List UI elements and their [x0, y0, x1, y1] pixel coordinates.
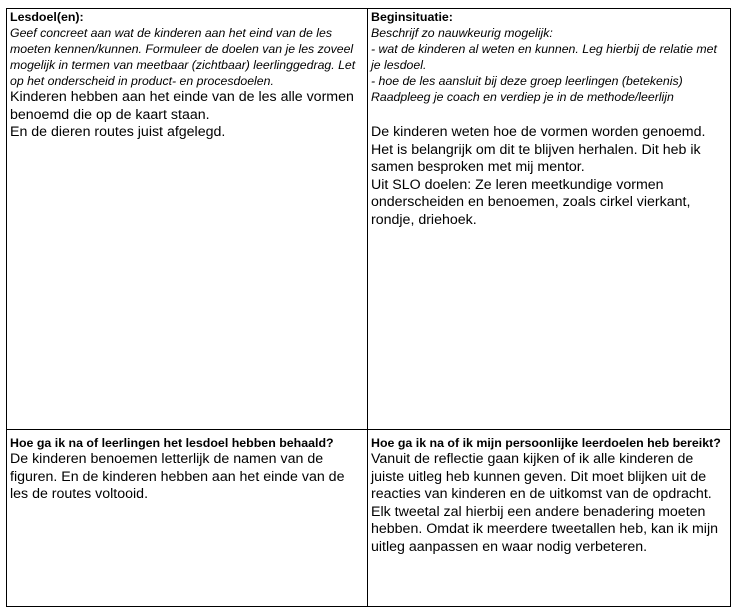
lesson-plan-table	[6, 8, 731, 607]
nagaan-persoonlijk-heading: Hoe ga ik na of ik mijn persoonlijke leerdoelen heb bereikt?	[371, 436, 721, 450]
nagaan-leerlingen-body: De kinderen benoemen letterlijk de namen van de figuren. En de kinderen hebben aan het einde van de les de routes voltooid.	[10, 451, 345, 502]
lesdoel-body	[10, 89, 364, 142]
lesdoel-cell	[7, 9, 367, 142]
beginsituatie-body-paragraph: De kinderen weten hoe de vormen worden genoemd. Het is belangrijk om dit te blijven herhalen. Dit heb ik samen besproken met mij mentor.	[371, 124, 706, 175]
beginsituatie-instruction	[371, 25, 727, 105]
beginsituatie-instruction-line: Raadpleeg je coach en verdiep je in de methode/leerlijn	[371, 90, 674, 104]
beginsituatie-body-paragraph: Uit SLO doelen: Ze leren meetkundige vormen onderscheiden en benoemen, zoals cirkel vierkant, rondje, driehoek.	[371, 176, 691, 228]
beginsituatie-heading: Beginsituatie:	[371, 10, 453, 24]
beginsituatie-cell	[368, 9, 730, 229]
nagaan-leerlingen-heading: Hoe ga ik na of leerlingen het lesdoel hebben behaald?	[10, 436, 334, 450]
nagaan-persoonlijk-cell	[368, 430, 730, 556]
nagaan-leerlingen-cell	[7, 430, 367, 504]
beginsituatie-instruction-line: Beschrijf zo nauwkeurig mogelijk:	[371, 26, 553, 40]
beginsituatie-body	[371, 124, 727, 229]
lesdoel-body-line: Kinderen hebben aan het einde van de les alle vormen benoemd die op de kaart staan.	[10, 89, 354, 123]
lesdoel-heading: Lesdoel(en):	[10, 10, 84, 24]
beginsituatie-instruction-line: - wat de kinderen al weten en kunnen. Leg hierbij de relatie met je lesdoel.	[371, 42, 717, 72]
nagaan-persoonlijk-body: Vanuit de reflectie gaan kijken of ik alle kinderen de juiste uitleg heb kunnen geven. Dit moet blijken uit de reacties van kinderen en de uitkomst van de opdracht. Elk tweetal zal hierbij een andere benadering moeten hebben. Omdat ik meerdere tweetallen heb, kan ik mijn uitleg aanpassen en waar nodig verbeteren.	[371, 451, 718, 555]
lesdoel-body-line: En de dieren routes juist afgelegd.	[10, 124, 226, 140]
lesdoel-instruction: Geef concreet aan wat de kinderen aan het eind van de les moeten kennen/kunnen. Formuleer de doelen van je les zoveel mogelijk in termen van meetbaar (zichtbaar) leerlinggedrag. Let op het onderscheid in product- en procesdoelen.	[10, 26, 356, 88]
beginsituatie-instruction-line: - hoe de les aansluit bij deze groep leerlingen (betekenis)	[371, 74, 683, 88]
